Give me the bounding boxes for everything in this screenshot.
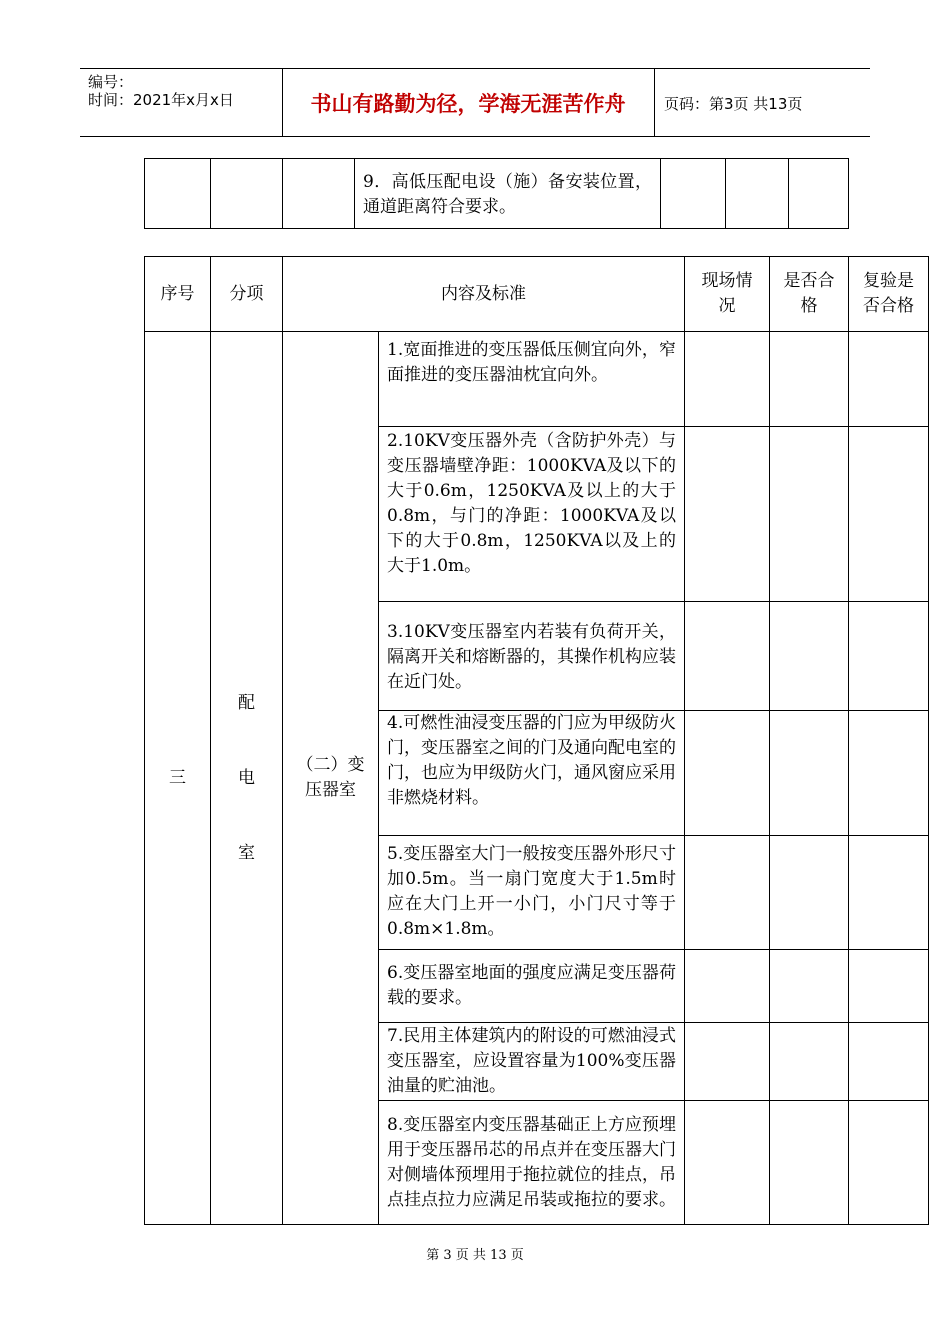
header-divider-right (654, 68, 655, 136)
inspection-table (144, 256, 929, 1225)
empty-cell (283, 159, 355, 229)
content-item-4: 4.可燃性油浸变压器的门应为甲级防火门，变压器室之间的门及通向配电室的门，也应为甲级防火门，通风窗应采用非燃烧材料。 (379, 711, 685, 836)
empty-cell (685, 711, 770, 836)
empty-cell (685, 1023, 770, 1101)
empty-cell (726, 159, 789, 229)
empty-cell (770, 836, 849, 950)
empty-cell (685, 950, 770, 1023)
empty-cell (770, 711, 849, 836)
empty-cell (789, 159, 849, 229)
seq-cell: 三 (145, 332, 211, 1225)
content-item-8: 8.变压器室内变压器基础正上方应预埋用于变压器吊芯的吊点并在变压器大门对侧墙体预埋用于拖拉就位的挂点，吊点挂点拉力应满足吊装或拖拉的要求。 (379, 1101, 685, 1225)
empty-cell (685, 427, 770, 602)
document-number-label: 编号： (88, 73, 134, 91)
table-row (145, 159, 849, 229)
empty-cell (849, 1023, 929, 1101)
empty-cell (685, 602, 770, 711)
empty-cell (849, 836, 929, 950)
table-row (145, 332, 929, 427)
empty-cell (849, 427, 929, 602)
empty-cell (849, 711, 929, 836)
empty-cell (145, 159, 211, 229)
content-item-5: 5.变压器室大门一般按变压器外形尺寸加0.5m。当一扇门宽度大于1.5m时应在大门上开一小门，小门尺寸等于0.8m×1.8m。 (379, 836, 685, 950)
empty-cell (685, 332, 770, 427)
empty-cell (770, 950, 849, 1023)
empty-cell (770, 602, 849, 711)
header-seq: 序号 (145, 257, 211, 332)
header-motto: 书山有路勤为径，学海无涯苦作舟 (310, 92, 626, 116)
header-pass: 是否合格 (770, 257, 849, 332)
category-char: 电 (238, 767, 255, 788)
category-char: 配 (238, 692, 255, 713)
empty-cell (770, 427, 849, 602)
header-bottom-rule (80, 136, 870, 137)
header-recheck: 复验是否合格 (849, 257, 929, 332)
header-content: 内容及标准 (283, 257, 685, 332)
empty-cell (849, 950, 929, 1023)
category-char: 室 (238, 842, 255, 863)
content-item-7: 7.民用主体建筑内的附设的可燃油浸式变压器室，应设置容量为100%变压器油量的贮油池。 (379, 1023, 685, 1101)
empty-cell (685, 1101, 770, 1225)
content-item-1: 1.宽面推进的变压器低压侧宜向外，窄面推进的变压器油枕宜向外。 (379, 332, 685, 427)
subcategory-cell: （二）变压器室 (283, 332, 379, 1225)
table-header-row (145, 257, 929, 332)
empty-cell (849, 332, 929, 427)
footer-page-number: 第 3 页 共 13 页 (426, 1248, 524, 1263)
page-indicator: 页码：第3页 共13页 (664, 95, 803, 113)
empty-cell (211, 159, 283, 229)
header-site-condition: 现场情况 (685, 257, 770, 332)
empty-cell (849, 602, 929, 711)
empty-cell (849, 1101, 929, 1225)
header-category: 分项 (211, 257, 283, 332)
empty-cell (685, 836, 770, 950)
continuation-table (144, 158, 849, 229)
empty-cell (661, 159, 726, 229)
header-top-rule (80, 68, 870, 69)
document-time-label: 时间：2021年x月x日 (88, 91, 234, 109)
content-item-9: 9．高低压配电设（施）备安装位置，通道距离符合要求。 (355, 159, 661, 229)
content-item-2: 2.10KV变压器外壳（含防护外壳）与变压器墙壁净距：1000KVA及以下的大于0.6m，1250KVA及以上的大于0.8m，与门的净距：1000KVA及以下的大于0.8m，1250KVA以及上的大于1.0m。 (379, 427, 685, 602)
empty-cell (770, 1023, 849, 1101)
content-item-3: 3.10KV变压器室内若装有负荷开关，隔离开关和熔断器的，其操作机构应装在近门处。 (379, 602, 685, 711)
category-cell (211, 332, 283, 1225)
empty-cell (770, 332, 849, 427)
content-item-6: 6.变压器室地面的强度应满足变压器荷载的要求。 (379, 950, 685, 1023)
empty-cell (770, 1101, 849, 1225)
